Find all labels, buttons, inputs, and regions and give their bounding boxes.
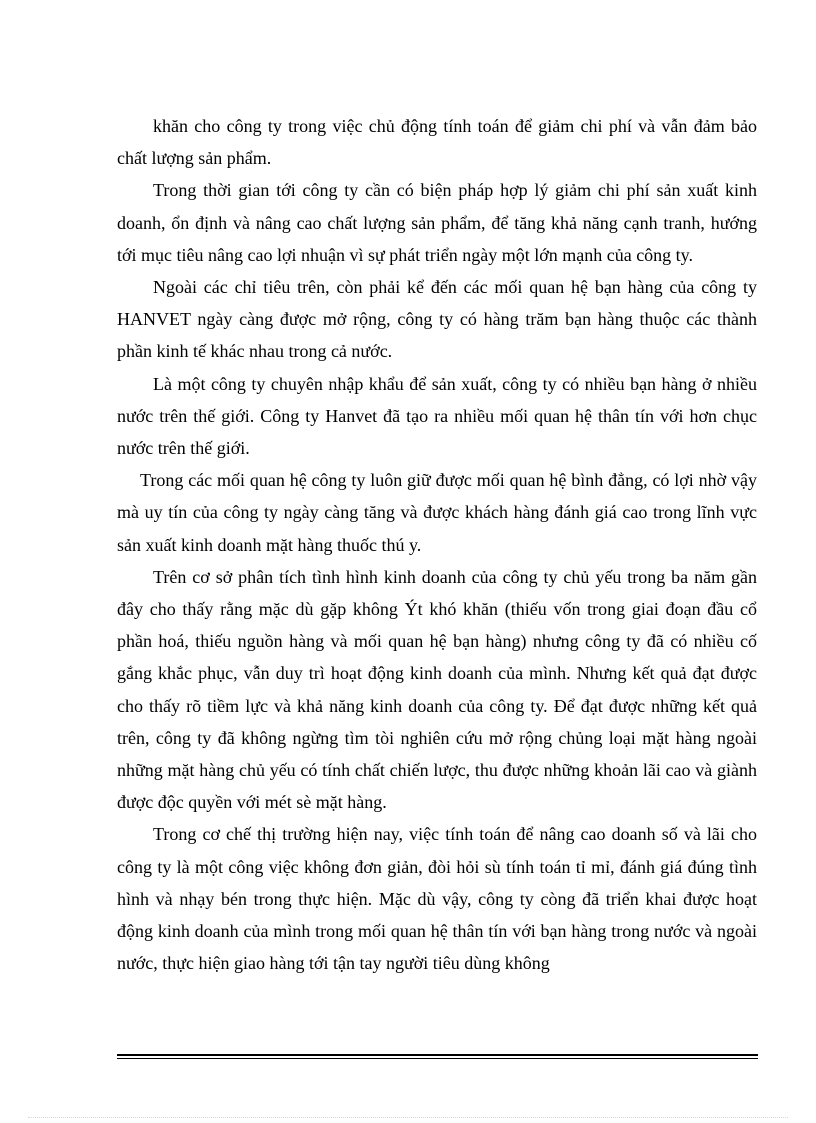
paragraph-4: Là một công ty chuyên nhập khẩu để sản xuất, công ty có nhiều bạn hàng ở nhiều nước trên thế giới. Công ty Hanvet đã tạo ra nhiều mối quan hệ thân tín với hơn chục nước trên thế giới. (117, 373, 757, 459)
paragraph-6: Trên cơ sở phân tích tình hình kinh doanh của công ty chủ yếu trong ba năm gần đây cho thấy rằng mặc dù gặp không Ýt khó khăn (thiếu vốn trong giai đoạn đầu cổ phần hoá, thiếu nguồn hàng và mối quan hệ bạn hàng) nhưng công ty đã có nhiều cố gắng khắc phục, vẫn duy trì hoạt động kinh doanh của mình. Nhưng kết quả đạt được cho thấy rõ tiềm lực và khả năng kinh doanh của công ty. Để đạt được những kết quả trên, công ty đã không ngừng tìm tòi nghiên cứu mở rộng chủng loại mặt hàng ngoài những mặt hàng chủ yếu có tính chất chiến lược, thu được những khoản lãi cao và giành được độc quyền với mét sè mặt hàng. (117, 566, 757, 813)
page-bottom-edge (28, 1117, 788, 1118)
body-text (117, 110, 757, 979)
paragraph-5: Trong các mối quan hệ công ty luôn giữ được mối quan hệ bình đẳng, có lợi nhờ vậy mà uy tín của công ty ngày càng tăng và được khách hàng đánh giá cao trong lĩnh vực sản xuất kinh doanh mặt hàng thuốc thú y. (117, 470, 757, 555)
paragraph-1: khăn cho công ty trong việc chủ động tính toán để giảm chi phí và vẫn đảm bảo chất lượng sản phẩm. (117, 116, 757, 169)
paragraph-3: Ngoài các chỉ tiêu trên, còn phải kể đến các mối quan hệ bạn hàng của công ty HANVET ngày càng được mở rộng, công ty có hàng trăm bạn hàng thuộc các thành phần kinh tế khác nhau trong cả nước. (117, 277, 757, 362)
paragraph-7: Trong cơ chế thị trường hiện nay, việc tính toán để nâng cao doanh số và lãi cho công ty là một công việc không đơn giản, đòi hỏi sù tính toán tỉ mỉ, đánh giá đúng tình hình và nhạy bén trong thực hiện. Mặc dù vậy, công ty còng đã triển khai được hoạt động kinh doanh của mình trong mối quan hệ thân tín với bạn hàng trong nước và ngoài nước, thực hiện giao hàng tới tận tay người tiêu dùng không (117, 824, 757, 974)
paragraph-2: Trong thời gian tới công ty cần có biện pháp hợp lý giảm chi phí sản xuất kinh doanh, ổn định và nâng cao chất lượng sản phẩm, để tăng khả năng cạnh tranh, hướng tới mục tiêu nâng cao lợi nhuận vì sự phát triển ngày một lớn mạnh của công ty. (117, 180, 757, 265)
footer-divider (117, 1054, 758, 1059)
